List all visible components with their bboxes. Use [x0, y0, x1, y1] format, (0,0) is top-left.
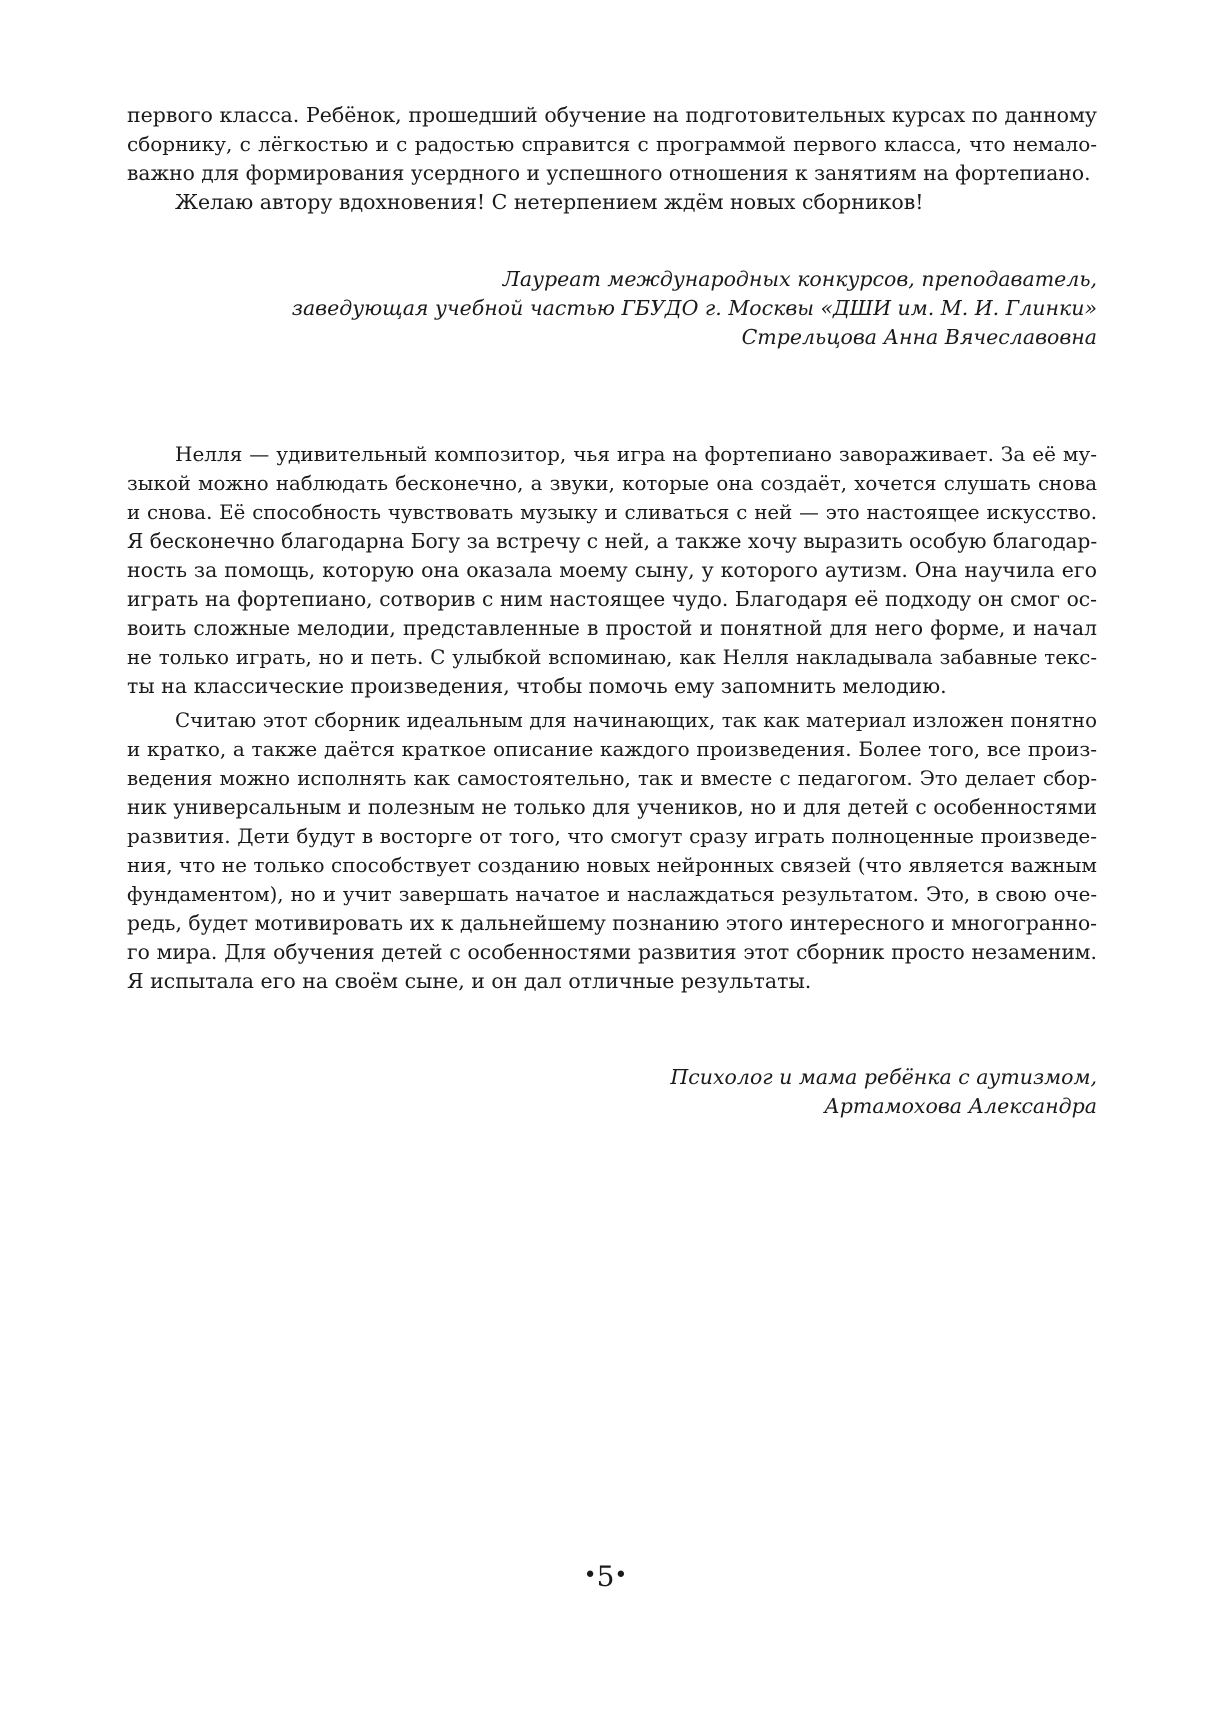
text-line: го мира. Для обучения детей с особенностями развития этот сборник просто незаменим.: [127, 940, 1097, 964]
review-2-paragraph-2: [127, 706, 1097, 996]
text-line: Желаю автору вдохновения! С нетерпением ждём новых сборников!: [175, 190, 924, 214]
text-line: играть на фортепиано, сотворив с ним настоящее чудо. Благодаря её подходу он смог ос-: [127, 587, 1097, 611]
text-line: Нелля — удивительный композитор, чья игра на фортепиано завораживает. За её му-: [175, 442, 1097, 466]
text-line: Я бесконечно благодарна Богу за встречу с ней, а также хочу выразить особую благодар-: [127, 529, 1098, 553]
text-line: Я испытала его на своём сыне, и он дал отличные результаты.: [127, 969, 812, 993]
text-line: зыкой можно наблюдать бесконечно, а звуки, которые она создаёт, хочется слушать снова: [127, 472, 1097, 495]
text-line: развития. Дети будут в восторге от того, что смогут сразу играть полноценные произведе-: [127, 824, 1097, 848]
review-1-text: [127, 101, 1097, 217]
text-line: фундаментом), но и учит завершать начатое и наслаждаться результатом. Это, в свою оче-: [127, 883, 1097, 906]
signature-line: Лауреат международных конкурсов, преподаватель,: [502, 267, 1097, 291]
text-line: важно для формирования усердного и успешного отношения к занятиям на фортепиано.: [127, 161, 1091, 185]
text-line: ник универсальным и полезным не только для учеников, но и для детей с особенностями: [127, 795, 1097, 819]
text-line: сборнику, с лёгкостью и с радостью справится с программой первого класса, что немало-: [127, 132, 1097, 156]
text-line: ность за помощь, которую она оказала моему сыну, у которого аутизм. Она научила его: [127, 558, 1097, 582]
text-line: и кратко, а также даётся краткое описание каждого произведения. Более того, все произ-: [127, 737, 1097, 761]
bullet-icon: •: [614, 1563, 628, 1588]
text-line: не только играть, но и петь. С улыбкой вспоминаю, как Нелля накладывала забавные текс-: [127, 646, 1097, 669]
signature-line: заведующая учебной частью ГБУДО г. Москвы «ДШИ им. М. И. Глинки»: [291, 296, 1097, 320]
text-line: Считаю этот сборник идеальным для начинающих, так как материал изложен понятно: [175, 709, 1097, 732]
signature-line: Стрельцова Анна Вячеславовна: [741, 325, 1097, 349]
text-line: первого класса. Ребёнок, прошедший обучение на подготовительных курсах по данному: [127, 103, 1097, 127]
text-line: ты на классические произведения, чтобы помочь ему запомнить мелодию.: [127, 674, 947, 698]
page-number: [0, 1558, 1211, 1595]
text-line: редь, будет мотивировать их к дальнейшему познанию этого интересного и многогранно-: [127, 911, 1097, 935]
text-line: и снова. Её способность чувствовать музыку и сливаться с ней — это настоящее искусство.: [127, 501, 1097, 524]
text-line: ведения можно исполнять как самостоятельно, так и вместе с педагогом. Это делает сбор-: [127, 767, 1097, 790]
review-1-signature: [292, 265, 1097, 352]
text-line: ния, что не только способствует созданию новых нейронных связей (что является важным: [127, 853, 1097, 877]
review-2-signature: [670, 1063, 1097, 1121]
signature-line: Артамохова Александра: [824, 1094, 1097, 1118]
bullet-icon: •: [583, 1563, 597, 1588]
page-number-value: 5: [596, 1560, 615, 1593]
text-line: воить сложные мелодии, представленные в простой и понятной для него форме, и начал: [127, 616, 1097, 640]
signature-line: Психолог и мама ребёнка с аутизмом,: [670, 1065, 1097, 1089]
review-2-paragraph-1: [127, 440, 1097, 701]
